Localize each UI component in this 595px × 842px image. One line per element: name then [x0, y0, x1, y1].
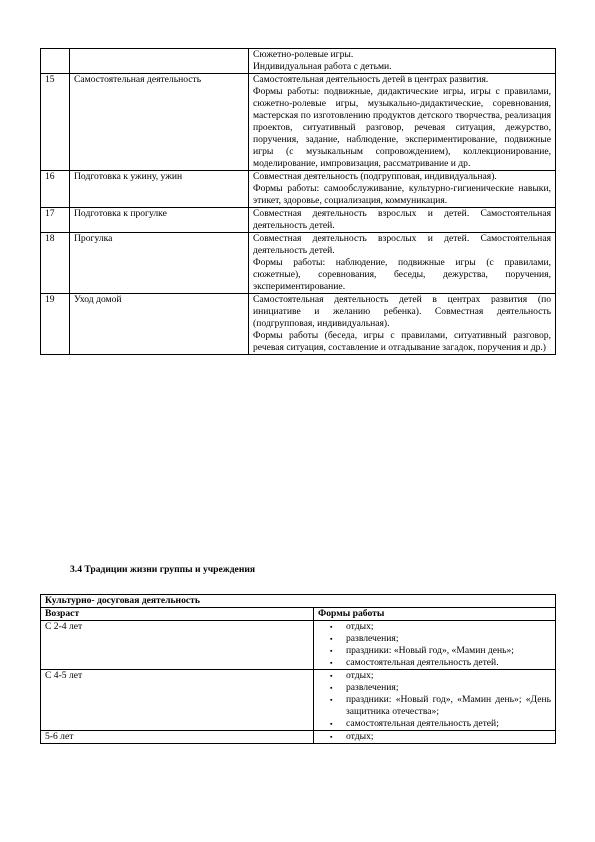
- forms-list-item: [318, 670, 551, 682]
- forms-list: [318, 621, 551, 669]
- form-text: развлечения;: [346, 633, 399, 644]
- forms-list-item: [318, 657, 551, 669]
- bullet-icon: ▪: [330, 720, 333, 728]
- forms-list: [318, 670, 551, 730]
- form-text: отдых;: [346, 670, 374, 681]
- traditions-row: [41, 621, 556, 670]
- forms-cell: [314, 731, 556, 744]
- forms-list-item: [318, 645, 551, 657]
- row-number: 17: [41, 208, 70, 233]
- form-text: отдых;: [346, 731, 374, 742]
- form-text: самостоятельная деятельность детей.: [346, 657, 499, 668]
- forms-list-item: [318, 621, 551, 633]
- schedule-row: [41, 294, 556, 355]
- bullet-icon: ▪: [330, 647, 333, 655]
- row-number: 19: [41, 294, 70, 355]
- schedule-row: [41, 233, 556, 294]
- activity-name: [70, 49, 249, 74]
- description-line: Формы работы (беседа, игры с правилами, ситуативный разговор, речевая ситуация, составление и отгадывание загадок, поручения и др.): [253, 330, 551, 353]
- description-line: Совместная деятельность взрослых и детей. Самостоятельная деятельность детей.: [253, 208, 551, 231]
- form-text: самостоятельная деятельность детей;: [346, 718, 499, 729]
- description-line: Формы работы: наблюдение, подвижные игры (с правилами, сюжетные), соревнования, беседы, дежурства, поручения, экспериментирование.: [253, 257, 551, 292]
- activity-name: Прогулка: [70, 233, 249, 294]
- age-cell: С 2-4 лет: [41, 621, 314, 670]
- bullet-icon: ▪: [330, 659, 333, 667]
- activity-name: Самостоятельная деятельность: [70, 74, 249, 171]
- form-text: праздники: «Новый год», «Мамин день»; «День защитника отечества»;: [346, 694, 551, 717]
- description-line: Формы работы: подвижные, дидактические игры, игры с правилами, сюжетно-ролевые игры, музыкально-дидактические, соревнования, мастерская по изготовлению продуктов детского творчества, реализация проектов, ситуативный разговор, речевая ситуация, дежурство, поручения, задание, наблюдение, экспериментирование, подвижные игры (с музыкальным сопровождением), коллекционирование, моделирование, импровизация, рассматривание и др.: [253, 86, 551, 169]
- traditions-row: [41, 731, 556, 744]
- activity-name: Подготовка к прогулке: [70, 208, 249, 233]
- activity-name: Уход домой: [70, 294, 249, 355]
- traditions-title-row: [41, 595, 556, 608]
- traditions-header-row: [41, 608, 556, 621]
- row-number: 15: [41, 74, 70, 171]
- forms-list-item: [318, 731, 551, 743]
- row-number: 16: [41, 171, 70, 208]
- forms-list-item: [318, 718, 551, 730]
- description-line: Формы работы: самообслуживание, культурно-гигиенические навыки, этикет, здоровье, социализация, коммуникация.: [253, 183, 551, 206]
- description-line: Совместная деятельность (подгрупповая, индивидуальная).: [253, 171, 497, 182]
- activity-description: [249, 74, 556, 171]
- activity-name: Подготовка к ужину, ужин: [70, 171, 249, 208]
- description-line: Совместная деятельность взрослых и детей. Самостоятельная деятельность детей.: [253, 233, 551, 256]
- forms-cell: [314, 670, 556, 731]
- forms-list-item: [318, 633, 551, 645]
- bullet-icon: ▪: [330, 733, 333, 741]
- bullet-icon: ▪: [330, 684, 333, 692]
- schedule-row: [41, 49, 556, 74]
- forms-list-item: [318, 694, 551, 718]
- schedule-row: [41, 208, 556, 233]
- section-heading: 3.4 Традиции жизни группы и учреждения: [70, 564, 256, 575]
- schedule-row: [41, 171, 556, 208]
- form-text: отдых;: [346, 621, 374, 632]
- column-header-age: Возраст: [41, 608, 314, 621]
- traditions-table: [40, 594, 556, 744]
- bullet-icon: ▪: [330, 623, 333, 631]
- description-line: Самостоятельная деятельность детей в центрах развития.: [253, 74, 489, 85]
- bullet-icon: ▪: [330, 672, 333, 680]
- activity-description: [249, 49, 556, 74]
- daily-schedule-table: [40, 48, 556, 355]
- age-cell: 5-6 лет: [41, 731, 314, 744]
- forms-list-item: [318, 682, 551, 694]
- description-line: Самостоятельная деятельность детей в центрах развития (по инициативе и желанию ребенка). Совместная деятельность (подгрупповая, индивидуальная).: [253, 294, 551, 329]
- activity-description: [249, 233, 556, 294]
- column-header-forms: Формы работы: [314, 608, 556, 621]
- description-line: Сюжетно-ролевые игры.: [253, 49, 354, 60]
- traditions-row: [41, 670, 556, 731]
- forms-list: [318, 731, 551, 743]
- traditions-title: Культурно- досуговая деятельность: [41, 595, 556, 608]
- activity-description: [249, 171, 556, 208]
- form-text: развлечения;: [346, 682, 399, 693]
- bullet-icon: ▪: [330, 635, 333, 643]
- bullet-icon: ▪: [330, 696, 333, 704]
- row-number: 18: [41, 233, 70, 294]
- forms-cell: [314, 621, 556, 670]
- activity-description: [249, 294, 556, 355]
- activity-description: [249, 208, 556, 233]
- row-number: [41, 49, 70, 74]
- form-text: праздники: «Новый год», «Мамин день»;: [346, 645, 514, 656]
- schedule-row: [41, 74, 556, 171]
- age-cell: С 4-5 лет: [41, 670, 314, 731]
- description-line: Индивидуальная работа с детьми.: [253, 61, 392, 72]
